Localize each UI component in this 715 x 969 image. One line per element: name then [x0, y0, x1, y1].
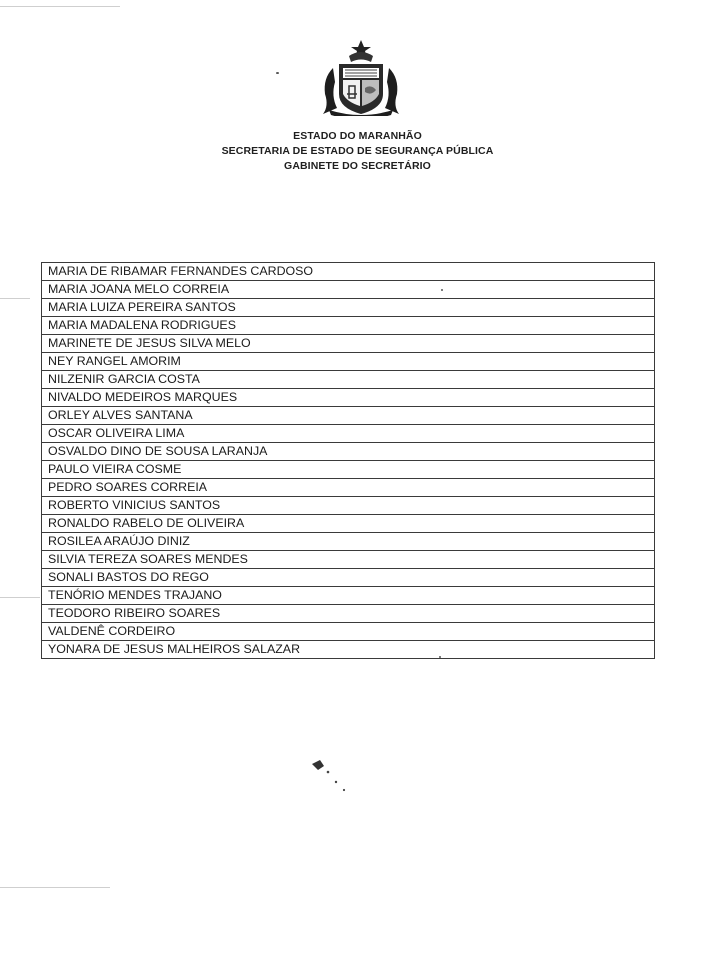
table-row — [42, 335, 655, 353]
table-row — [42, 317, 655, 335]
name-cell: ROSILEA ARAÚJO DINIZ — [42, 533, 655, 551]
name-cell: PEDRO SOARES CORREIA — [42, 479, 655, 497]
table-row — [42, 263, 655, 281]
name-cell: NEY RANGEL AMORIM — [42, 353, 655, 371]
name-cell: MARIA LUIZA PEREIRA SANTOS — [42, 299, 655, 317]
table-row — [42, 587, 655, 605]
table-row — [42, 281, 655, 299]
table-row — [42, 605, 655, 623]
table-row — [42, 515, 655, 533]
table-row — [42, 353, 655, 371]
name-cell: OSCAR OLIVEIRA LIMA — [42, 425, 655, 443]
scan-artifact — [0, 298, 30, 299]
name-cell: YONARA DE JESUS MALHEIROS SALAZAR — [42, 641, 655, 659]
table-row — [42, 407, 655, 425]
header-secretariat: SECRETARIA DE ESTADO DE SEGURANÇA PÚBLICA — [221, 145, 494, 157]
scan-speck — [276, 72, 279, 74]
table-row — [42, 623, 655, 641]
name-cell: MARIA MADALENA RODRIGUES — [42, 317, 655, 335]
scan-artifact — [0, 597, 40, 598]
name-cell: MARIA JOANA MELO CORREIA — [42, 281, 655, 299]
table-row — [42, 425, 655, 443]
name-cell: TEODORO RIBEIRO SOARES — [42, 605, 655, 623]
table-row — [42, 569, 655, 587]
name-cell: NILZENIR GARCIA COSTA — [42, 371, 655, 389]
name-cell: RONALDO RABELO DE OLIVEIRA — [42, 515, 655, 533]
header-office: GABINETE DO SECRETÁRIO — [284, 160, 431, 172]
name-cell: PAULO VIEIRA COSME — [42, 461, 655, 479]
name-cell: MARINETE DE JESUS SILVA MELO — [42, 335, 655, 353]
maranhao-coat-of-arms-icon — [319, 38, 403, 116]
name-cell: TENÓRIO MENDES TRAJANO — [42, 587, 655, 605]
table-row — [42, 497, 655, 515]
table-row — [42, 389, 655, 407]
table-row — [42, 299, 655, 317]
name-cell: SONALI BASTOS DO REGO — [42, 569, 655, 587]
scan-artifact — [0, 6, 120, 7]
ink-blot-mark — [306, 752, 346, 792]
name-cell: ROBERTO VINICIUS SANTOS — [42, 497, 655, 515]
table-row — [42, 479, 655, 497]
name-cell: NIVALDO MEDEIROS MARQUES — [42, 389, 655, 407]
name-cell: VALDENÊ CORDEIRO — [42, 623, 655, 641]
name-cell: ORLEY ALVES SANTANA — [42, 407, 655, 425]
name-cell: OSVALDO DINO DE SOUSA LARANJA — [42, 443, 655, 461]
table-row — [42, 461, 655, 479]
table-row — [42, 443, 655, 461]
table-row — [42, 533, 655, 551]
scan-artifact — [0, 887, 110, 888]
letterhead — [0, 129, 715, 174]
name-cell: SILVIA TEREZA SOARES MENDES — [42, 551, 655, 569]
table-row — [42, 641, 655, 659]
names-table — [41, 262, 655, 659]
header-state: ESTADO DO MARANHÃO — [293, 130, 422, 142]
name-cell: MARIA DE RIBAMAR FERNANDES CARDOSO — [42, 263, 655, 281]
table-row — [42, 551, 655, 569]
table-row — [42, 371, 655, 389]
